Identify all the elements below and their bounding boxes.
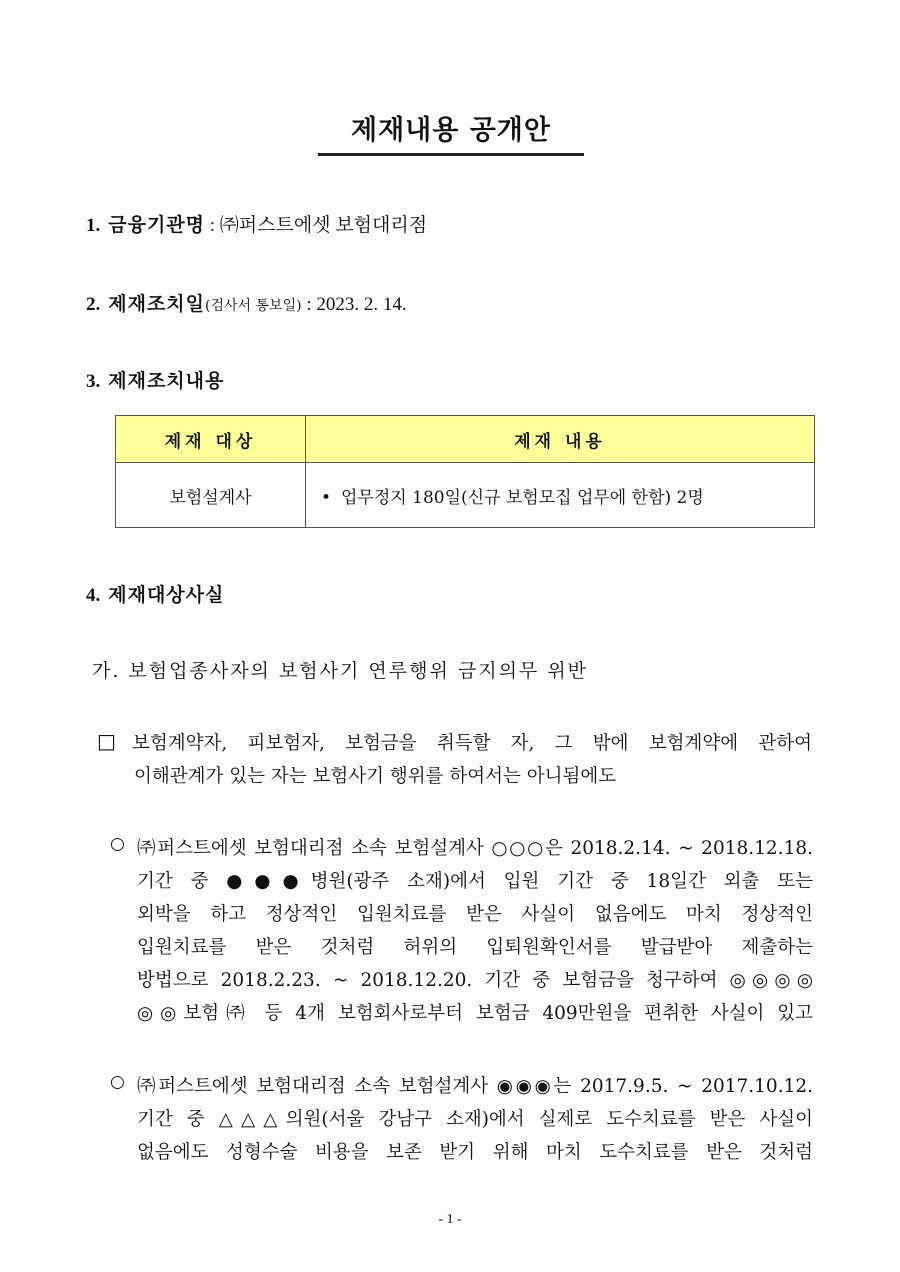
bullet-icon: • — [321, 487, 332, 508]
paragraph-line: 방법으로 2018.2.23. ~ 2018.12.20. 기간 중 보험금을 청구하여 ◎◎◎◎ — [137, 970, 813, 991]
table-header-row — [116, 416, 815, 463]
section-value: : 2023. 2. 14. — [301, 294, 407, 315]
paragraph-line: 기간 중 △△△의원(서울 강남구 소재)에서 실제로 도수치료를 받은 사실이 — [137, 1109, 813, 1130]
subsection-title: 가. 보험업종사자의 보험사기 연루행위 금지의무 위반 — [92, 660, 589, 682]
paragraph-line: 보험계약자, 피보험자, 보험금을 취득할 자, 그 밖에 보험계약에 관하여 — [132, 733, 812, 754]
paragraph-line: 입원치료를 받은 것처럼 허위의 입퇴원확인서를 발급받아 제출하는 — [137, 937, 813, 958]
paragraph-line: 없음에도 성형수술 비용을 보존 받기 위해 마치 도수치료를 받은 것처럼 — [137, 1142, 813, 1163]
circle-bullet-icon: ○ — [110, 834, 125, 854]
section-label: 제재조치일 — [108, 293, 206, 315]
case-paragraph-2 — [137, 1070, 813, 1169]
section-violation-facts — [86, 580, 224, 607]
section-institution-name — [86, 210, 427, 237]
section-label: 제재조치내용 — [108, 370, 225, 392]
section-number: 4. — [86, 585, 101, 606]
checkbox-icon: □ — [97, 729, 116, 753]
paragraph-line: 기간 중 ●●●병원(광주 소재)에서 입원 기간 중 18일간 외출 또는 — [137, 871, 813, 892]
page-number: - 1 - — [438, 1212, 462, 1227]
case-paragraph-1 — [137, 832, 813, 1030]
paragraph-line: ㈜퍼스트에셋 보험대리점 소속 보험설계사 ○○○은 2018.2.14. ~ 2018.12.18. — [137, 838, 813, 859]
section-value: : ㈜퍼스트에셋 보험대리점 — [205, 215, 428, 236]
paragraph-line: ◎◎보험㈜ 등 4개 보험회사로부터 보험금 409만원을 편취한 사실이 있고 — [137, 1003, 813, 1024]
sanction-table — [115, 415, 815, 528]
section-number: 1. — [86, 215, 101, 236]
section-label: 금융기관명 — [108, 214, 206, 236]
section-number: 3. — [86, 371, 101, 392]
paragraph-line: ㈜퍼스트에셋 보험대리점 소속 보험설계사 ◉◉◉는 2017.9.5. ~ 2017.10.12. — [137, 1076, 813, 1097]
table-header: 제재 대상 — [116, 416, 306, 463]
section-sanction-measures — [86, 366, 224, 393]
section-number: 2. — [86, 294, 101, 315]
circle-bullet-icon: ○ — [110, 1072, 125, 1092]
table-cell-content — [306, 463, 815, 528]
table-cell-target: 보험설계사 — [116, 463, 306, 528]
paragraph-line: 외박을 하고 정상적인 입원치료를 받은 사실이 없음에도 마치 정상적인 — [137, 904, 813, 925]
section-label: 제재대상사실 — [108, 584, 225, 606]
paragraph-line: 이해관계가 있는 자는 보험사기 행위를 하여서는 아니됨에도 — [134, 766, 617, 787]
section-sanction-date — [86, 289, 407, 316]
table-header: 제재 내용 — [306, 416, 815, 463]
table-row — [116, 463, 815, 528]
intro-paragraph — [132, 727, 812, 793]
section-note: (검사서 통보일) — [205, 298, 302, 314]
page-title: 제재내용 공개안 — [318, 108, 584, 156]
table-cell-text: 업무정지 180일(신규 보험모집 업무에 한함) 2명 — [341, 487, 704, 508]
